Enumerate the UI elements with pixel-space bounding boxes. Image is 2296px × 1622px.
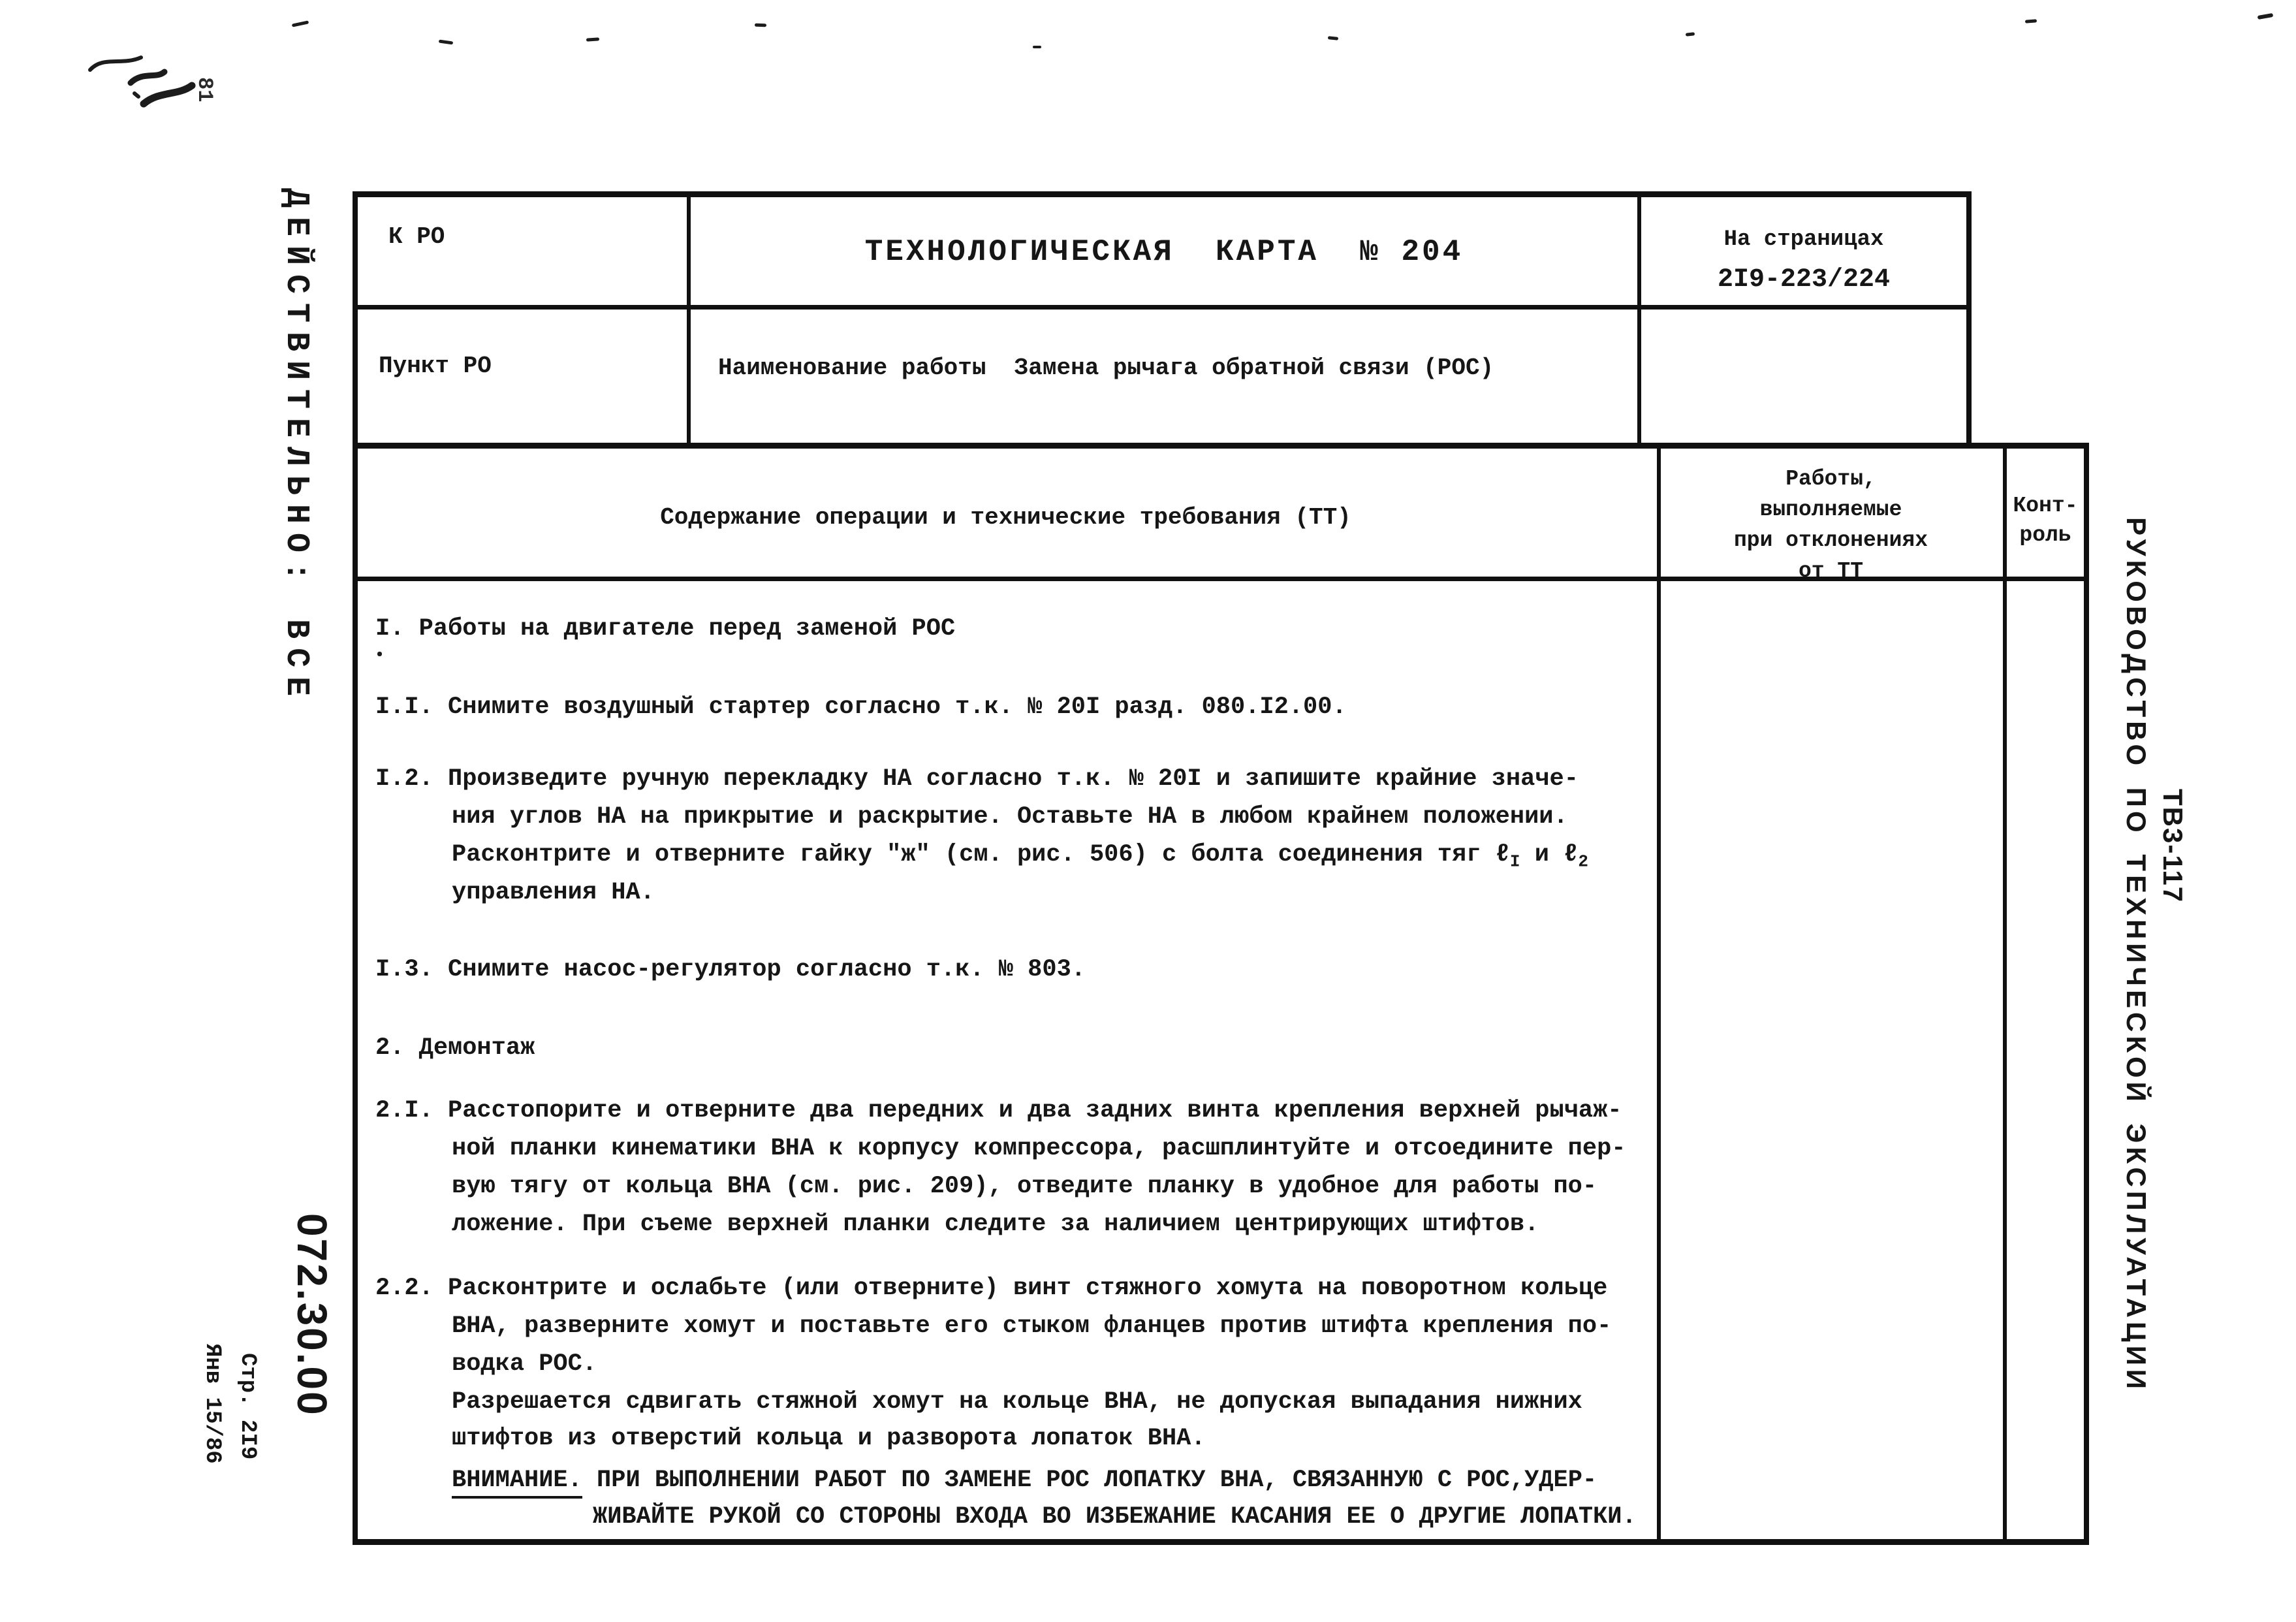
content-line <box>452 878 655 908</box>
content-text: ЖИВАЙТЕ РУКОЙ СО СТОРОНЫ ВХОДА ВО ИЗБЕЖАНИЕ КАСАНИЯ ЕЕ О ДРУГИЕ ЛОПАТКИ. <box>593 1503 1637 1531</box>
content-text: ℓ <box>1564 841 1579 868</box>
content-text: и <box>1520 841 1564 868</box>
content-text: ложение. При съеме верхней планки следите за наличием центрирующих штифтов. <box>452 1211 1539 1238</box>
content-line <box>375 1273 1607 1303</box>
content-text: штифтов из отверстий кольца и разворота лопаток ВНА. <box>452 1425 1206 1452</box>
content-line <box>452 840 1588 870</box>
control-header-line: роль <box>2019 523 2071 547</box>
content-text: 2 <box>1578 851 1588 872</box>
content-text: вую тягу от кольца ВНА (см. рис. 209), отведите планку в удобное для работы по- <box>452 1173 1597 1200</box>
content-column-header: Содержание операции и технические требования (ТТ) <box>660 504 1351 531</box>
content-line <box>375 955 1086 985</box>
content-line <box>375 692 1347 722</box>
content-text: ВНА, разверните хомут и поставьте его стыком фланцев против штифта крепления по- <box>452 1312 1612 1340</box>
manual-title-sidebar: РУКОВОДСТВО ПО ТЕХНИЧЕСКОЙ ЭКСПЛУАТАЦИИ <box>2121 517 2152 1393</box>
card-title: ТЕХНОЛОГИЧЕСКАЯ КАРТА № 204 <box>864 235 1464 269</box>
content-text: Разрешается сдвигать стяжной хомут на кольце ВНА, не допуская выпадания нижних <box>452 1388 1582 1416</box>
content-line <box>452 1423 1206 1454</box>
content-text: 2.I. Расстопорите и отверните два передних и два задних винта крепления верхней рычаж- <box>375 1097 1622 1124</box>
content-line <box>452 1311 1611 1341</box>
pages-value: 2I9-223/224 <box>1717 265 1891 294</box>
content-text: водка РОС. <box>452 1350 597 1378</box>
control-header-line: Конт- <box>2013 494 2078 518</box>
content-line <box>375 1033 535 1063</box>
scan-speck <box>1033 46 1041 48</box>
content-line <box>452 1134 1626 1164</box>
content-text: I.I. Снимите воздушный стартер согласно т.к. № 20I разд. 080.I2.00. <box>375 693 1347 721</box>
content-line <box>452 1349 597 1379</box>
content-line <box>375 1096 1622 1126</box>
attention-label: ВНИМАНИЕ. <box>452 1467 582 1499</box>
content-text: ПРИ ВЫПОЛНЕНИИ РАБОТ ПО ЗАМЕНЕ РОС ЛОПАТКУ ВНА, СВЯЗАННУЮ С РОС,УДЕР- <box>582 1467 1597 1494</box>
pages-label: На страницах <box>1723 227 1884 252</box>
content-text: 2. Демонтаж <box>375 1034 535 1062</box>
deviations-header-line: от ТТ <box>1798 559 1864 583</box>
content-text: I <box>1509 851 1520 872</box>
content-text: Расконтрите и отверните гайку "ж" (см. рис. 506) с болта соединения тяг <box>452 841 1496 868</box>
content-text: 2.2. Расконтрите и ослабьте (или отверните) винт стяжного хомута на поворотном кольце <box>375 1275 1608 1302</box>
content-text: ной планки кинематики ВНА к корпусу компрессора, расшплинтуйте и отсоедините пер- <box>452 1135 1626 1162</box>
content-line <box>452 802 1568 832</box>
content-text: ния углов НА на прикрытие и раскрытие. Оставьте НА в любом крайнем положении. <box>452 803 1568 831</box>
doc-code: 072.30.00 <box>289 1213 336 1417</box>
work-name: Наименование работы Замена рычага обратной связи (РОС) <box>718 355 1494 381</box>
content-line <box>593 1502 1637 1532</box>
content-text: I.2. Произведите ручную перекладку НА согласно т.к. № 20I и запишите крайние значе- <box>375 765 1579 793</box>
content-line <box>452 1171 1597 1201</box>
content-line <box>375 614 955 644</box>
deviations-header-line: при отклонениях <box>1733 528 1928 552</box>
revision-date: Янв 15/86 <box>200 1344 225 1464</box>
scan-speck <box>377 652 382 656</box>
content-line <box>452 1465 1597 1495</box>
cell-punkt-ro: Пункт РО <box>379 353 492 379</box>
content-line <box>452 1209 1539 1239</box>
margin-mark: 81 <box>193 77 217 103</box>
engine-model-sidebar: ТВ3-117 <box>2158 789 2188 904</box>
content-text: ℓ <box>1495 841 1510 868</box>
validity-note: ДЕЙСТВИТЕЛЬНО: ВСЕ <box>277 188 315 706</box>
scan-speck <box>755 24 766 27</box>
cell-k-ro: К РО <box>388 223 445 250</box>
content-line <box>375 764 1579 794</box>
content-text: управления НА. <box>452 879 655 906</box>
content-text: I. Работы на двигателе перед заменой РОС <box>375 615 956 643</box>
content-text: I.3. Снимите насос-регулятор согласно т.к. № 803. <box>375 956 1086 983</box>
content-line <box>452 1387 1582 1417</box>
deviations-header-line: Работы, <box>1785 467 1876 491</box>
deviations-header-line: выполняемые <box>1759 498 1902 522</box>
page-number: Стр. 2I9 <box>235 1353 260 1460</box>
